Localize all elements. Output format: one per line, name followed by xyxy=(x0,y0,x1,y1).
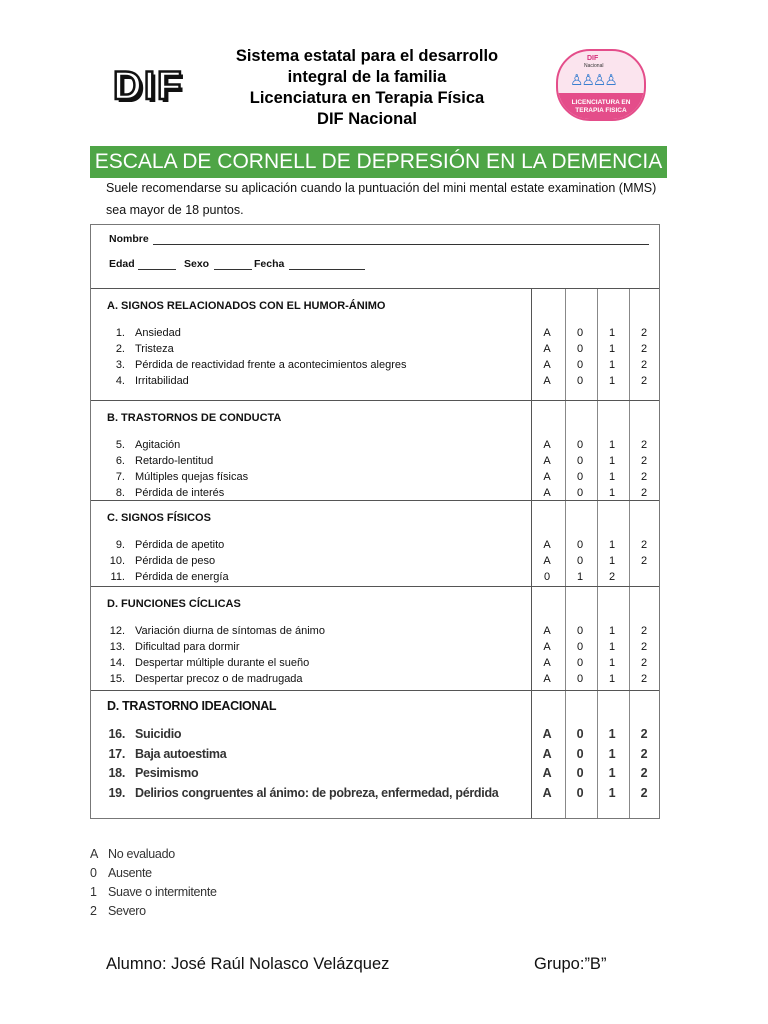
score-option[interactable]: 2 xyxy=(640,641,648,653)
legend-item: 2 Severo xyxy=(90,904,146,918)
item-row xyxy=(91,343,659,359)
score-option[interactable]: 0 xyxy=(576,785,584,800)
item-text: Irritabilidad xyxy=(135,375,189,387)
score-option[interactable]: 0 xyxy=(576,766,584,780)
item-number: 16. xyxy=(108,727,125,741)
people-figures-icon: ♙♙♙♙ xyxy=(570,72,616,89)
group-label: Grupo:”B” xyxy=(534,955,607,973)
fecha-field[interactable] xyxy=(289,269,365,270)
item-row xyxy=(91,571,659,587)
score-option[interactable]: 2 xyxy=(640,555,648,567)
sexo-field[interactable] xyxy=(214,269,252,270)
score-option[interactable]: A xyxy=(543,343,551,355)
legend-item: 1 Suave o intermitente xyxy=(90,885,217,899)
item-row xyxy=(91,555,659,571)
item-row xyxy=(91,471,659,487)
score-option[interactable]: 1 xyxy=(608,327,616,339)
score-option[interactable]: 0 xyxy=(576,727,584,741)
scale-title: ESCALA DE CORNELL DE DEPRESIÓN EN LA DEMENCIA xyxy=(90,146,667,178)
item-text: Despertar múltiple durante el sueño xyxy=(135,657,310,669)
score-option[interactable]: 0 xyxy=(576,641,584,653)
item-text: Suicidio xyxy=(135,727,182,741)
item-number: 18. xyxy=(108,766,125,780)
score-option[interactable]: 0 xyxy=(576,657,584,669)
score-option[interactable]: 0 xyxy=(576,746,584,761)
section-title: C. SIGNOS FÍSICOS xyxy=(107,512,211,524)
score-option[interactable]: 0 xyxy=(543,571,551,583)
item-row xyxy=(91,439,659,455)
item-text: Delirios congruentes al ánimo: de pobreza, enfermedad, pérdida xyxy=(135,785,499,800)
section xyxy=(91,691,659,820)
score-option[interactable]: 1 xyxy=(608,727,616,741)
score-option[interactable]: A xyxy=(542,785,552,800)
item-number: 14. xyxy=(109,657,125,669)
legend-item: A No evaluado xyxy=(90,847,175,861)
item-row xyxy=(91,327,659,343)
score-option[interactable]: 2 xyxy=(640,327,648,339)
item-number: 9. xyxy=(115,539,125,551)
item-text: Pérdida de reactividad frente a acontecimientos alegres xyxy=(135,359,407,371)
dif-logo: DIF xyxy=(113,64,184,108)
score-option[interactable]: 1 xyxy=(608,657,616,669)
item-text: Pérdida de energía xyxy=(135,571,229,583)
score-option[interactable]: 0 xyxy=(576,343,584,355)
score-option[interactable]: 1 xyxy=(608,746,616,761)
score-option[interactable]: 2 xyxy=(640,343,648,355)
item-text: Múltiples quejas físicas xyxy=(135,471,249,483)
score-option[interactable]: 0 xyxy=(576,555,584,567)
section xyxy=(91,401,659,501)
item-row xyxy=(91,625,659,641)
score-option[interactable]: 0 xyxy=(576,439,584,451)
score-option[interactable]: 0 xyxy=(576,625,584,637)
score-option[interactable]: A xyxy=(543,471,551,483)
score-option[interactable]: A xyxy=(543,375,551,387)
item-text: Despertar precoz o de madrugada xyxy=(135,673,303,685)
score-option[interactable]: 2 xyxy=(640,439,648,451)
student-name: Alumno: José Raúl Nolasco Velázquez xyxy=(106,955,390,973)
item-text: Tristeza xyxy=(135,343,174,355)
item-number: 12. xyxy=(109,625,125,637)
item-text: Pérdida de interés xyxy=(135,487,225,499)
item-number: 19. xyxy=(108,785,125,800)
item-number: 17. xyxy=(108,746,125,761)
score-option[interactable]: 1 xyxy=(608,375,616,387)
score-option[interactable]: 0 xyxy=(576,327,584,339)
item-row xyxy=(91,766,659,782)
score-option[interactable]: 2 xyxy=(640,539,648,551)
section xyxy=(91,289,659,401)
section xyxy=(91,587,659,691)
legend-item: 0 Ausente xyxy=(90,866,152,880)
item-text: Ansiedad xyxy=(135,327,181,339)
badge-mark: DIF xyxy=(587,55,599,62)
item-number: 5. xyxy=(115,439,125,451)
score-option[interactable]: A xyxy=(543,539,551,551)
edad-field[interactable] xyxy=(138,269,176,270)
section xyxy=(91,501,659,587)
item-text: Pesimismo xyxy=(135,766,199,780)
legend xyxy=(90,845,217,921)
score-option[interactable]: A xyxy=(543,555,551,567)
score-option[interactable]: 1 xyxy=(608,641,616,653)
item-text: Pérdida de apetito xyxy=(135,539,225,551)
score-option[interactable]: 1 xyxy=(608,555,616,567)
score-option[interactable]: A xyxy=(543,673,551,685)
score-option[interactable]: 1 xyxy=(576,571,584,583)
item-number: 6. xyxy=(115,455,125,467)
heading-line-4: DIF Nacional xyxy=(317,110,417,128)
section-title: B. TRASTORNOS DE CONDUCTA xyxy=(107,412,282,424)
score-option[interactable]: 2 xyxy=(608,571,616,583)
score-option[interactable]: A xyxy=(542,746,552,761)
score-option[interactable]: 1 xyxy=(608,343,616,355)
item-number: 10. xyxy=(109,555,125,567)
intro-text: Suele recomendarse su aplicación cuando la puntuación del mini mental estate examination (MMS) sea mayor de 18 puntos. xyxy=(106,181,657,217)
item-text: Retardo-lentitud xyxy=(135,455,214,467)
item-number: 13. xyxy=(109,641,125,653)
nombre-label: Nombre xyxy=(109,233,149,245)
score-option[interactable]: A xyxy=(543,455,551,467)
score-option[interactable]: 2 xyxy=(640,727,648,741)
score-option[interactable]: A xyxy=(542,766,552,780)
section-title: A. SIGNOS RELACIONADOS CON EL HUMOR-ÁNIMO xyxy=(107,300,386,312)
item-row xyxy=(91,455,659,471)
item-number: 4. xyxy=(115,375,125,387)
nombre-field[interactable] xyxy=(153,244,649,245)
heading-line-2: integral de la familia xyxy=(287,68,447,86)
patient-info xyxy=(91,225,659,289)
item-text: Baja autoestima xyxy=(135,746,227,761)
score-option[interactable]: A xyxy=(543,641,551,653)
score-option[interactable]: A xyxy=(543,657,551,669)
score-option[interactable]: 1 xyxy=(608,455,616,467)
score-option[interactable]: 2 xyxy=(640,487,648,499)
edad-label: Edad xyxy=(109,258,135,270)
item-text: Variación diurna de síntomas de ánimo xyxy=(135,625,325,637)
institution-heading xyxy=(200,46,534,130)
heading-line-1: Sistema estatal para el desarrollo xyxy=(235,47,499,65)
score-option[interactable]: 2 xyxy=(640,359,648,371)
score-option[interactable]: 1 xyxy=(608,625,616,637)
score-option[interactable]: 0 xyxy=(576,455,584,467)
badge-band-line-1: LICENCIATURA EN xyxy=(571,99,631,106)
score-option[interactable]: 0 xyxy=(576,359,584,371)
score-option[interactable]: 2 xyxy=(640,375,648,387)
item-row xyxy=(91,641,659,657)
item-text: Pérdida de peso xyxy=(135,555,216,567)
sexo-label: Sexo xyxy=(184,258,210,270)
item-row xyxy=(91,673,659,689)
item-number: 1. xyxy=(115,327,125,339)
score-option[interactable]: A xyxy=(543,359,551,371)
item-number: 11. xyxy=(110,571,125,583)
licenciatura-badge-logo xyxy=(556,49,646,121)
item-number: 7. xyxy=(115,471,125,483)
score-option[interactable]: A xyxy=(543,625,551,637)
score-option[interactable]: 0 xyxy=(576,487,584,499)
score-option[interactable]: 2 xyxy=(640,766,648,780)
score-option[interactable]: A xyxy=(542,727,552,741)
score-option[interactable]: 2 xyxy=(640,657,648,669)
item-text: Dificultad para dormir xyxy=(135,641,240,653)
badge-band-line-2: TERAPIA FISICA xyxy=(575,107,627,114)
section-title: D. TRASTORNO IDEACIONAL xyxy=(107,699,277,713)
item-number: 3. xyxy=(115,359,125,371)
score-option[interactable]: 2 xyxy=(640,673,648,685)
assessment-form xyxy=(90,224,660,819)
score-option[interactable]: 1 xyxy=(608,487,616,499)
item-number: 2. xyxy=(115,343,125,355)
score-option[interactable]: 1 xyxy=(608,439,616,451)
score-option[interactable]: 1 xyxy=(608,673,616,685)
fecha-label: Fecha xyxy=(254,258,285,270)
score-option[interactable]: 2 xyxy=(640,785,648,800)
score-option[interactable]: A xyxy=(543,439,551,451)
item-text: Agitación xyxy=(135,439,181,451)
item-row xyxy=(91,657,659,673)
score-option[interactable]: 2 xyxy=(640,625,648,637)
score-option[interactable]: 0 xyxy=(576,471,584,483)
score-option[interactable]: 1 xyxy=(608,766,616,780)
score-option[interactable]: 1 xyxy=(608,471,616,483)
item-row xyxy=(91,359,659,375)
item-row xyxy=(91,786,659,802)
badge-band xyxy=(558,93,644,121)
score-option[interactable]: 2 xyxy=(640,746,648,761)
score-option[interactable]: 1 xyxy=(608,785,616,800)
score-option[interactable]: 0 xyxy=(576,673,584,685)
document-header xyxy=(0,44,768,134)
badge-sub: Nacional xyxy=(584,63,604,69)
item-row xyxy=(91,727,659,743)
score-option[interactable]: 0 xyxy=(576,539,584,551)
score-option[interactable]: 1 xyxy=(608,359,616,371)
score-option[interactable]: 0 xyxy=(576,375,584,387)
score-option[interactable]: A xyxy=(543,327,551,339)
score-option[interactable]: 2 xyxy=(640,455,648,467)
score-option[interactable]: 2 xyxy=(640,471,648,483)
item-number: 8. xyxy=(115,487,125,499)
section-title: D. FUNCIONES CÍCLICAS xyxy=(107,598,241,610)
heading-line-3: Licenciatura en Terapia Física xyxy=(249,89,485,107)
score-option[interactable]: A xyxy=(543,487,551,499)
item-row xyxy=(91,375,659,391)
item-number: 15. xyxy=(109,673,125,685)
score-option[interactable]: 1 xyxy=(608,539,616,551)
item-row xyxy=(91,539,659,555)
item-row xyxy=(91,747,659,763)
